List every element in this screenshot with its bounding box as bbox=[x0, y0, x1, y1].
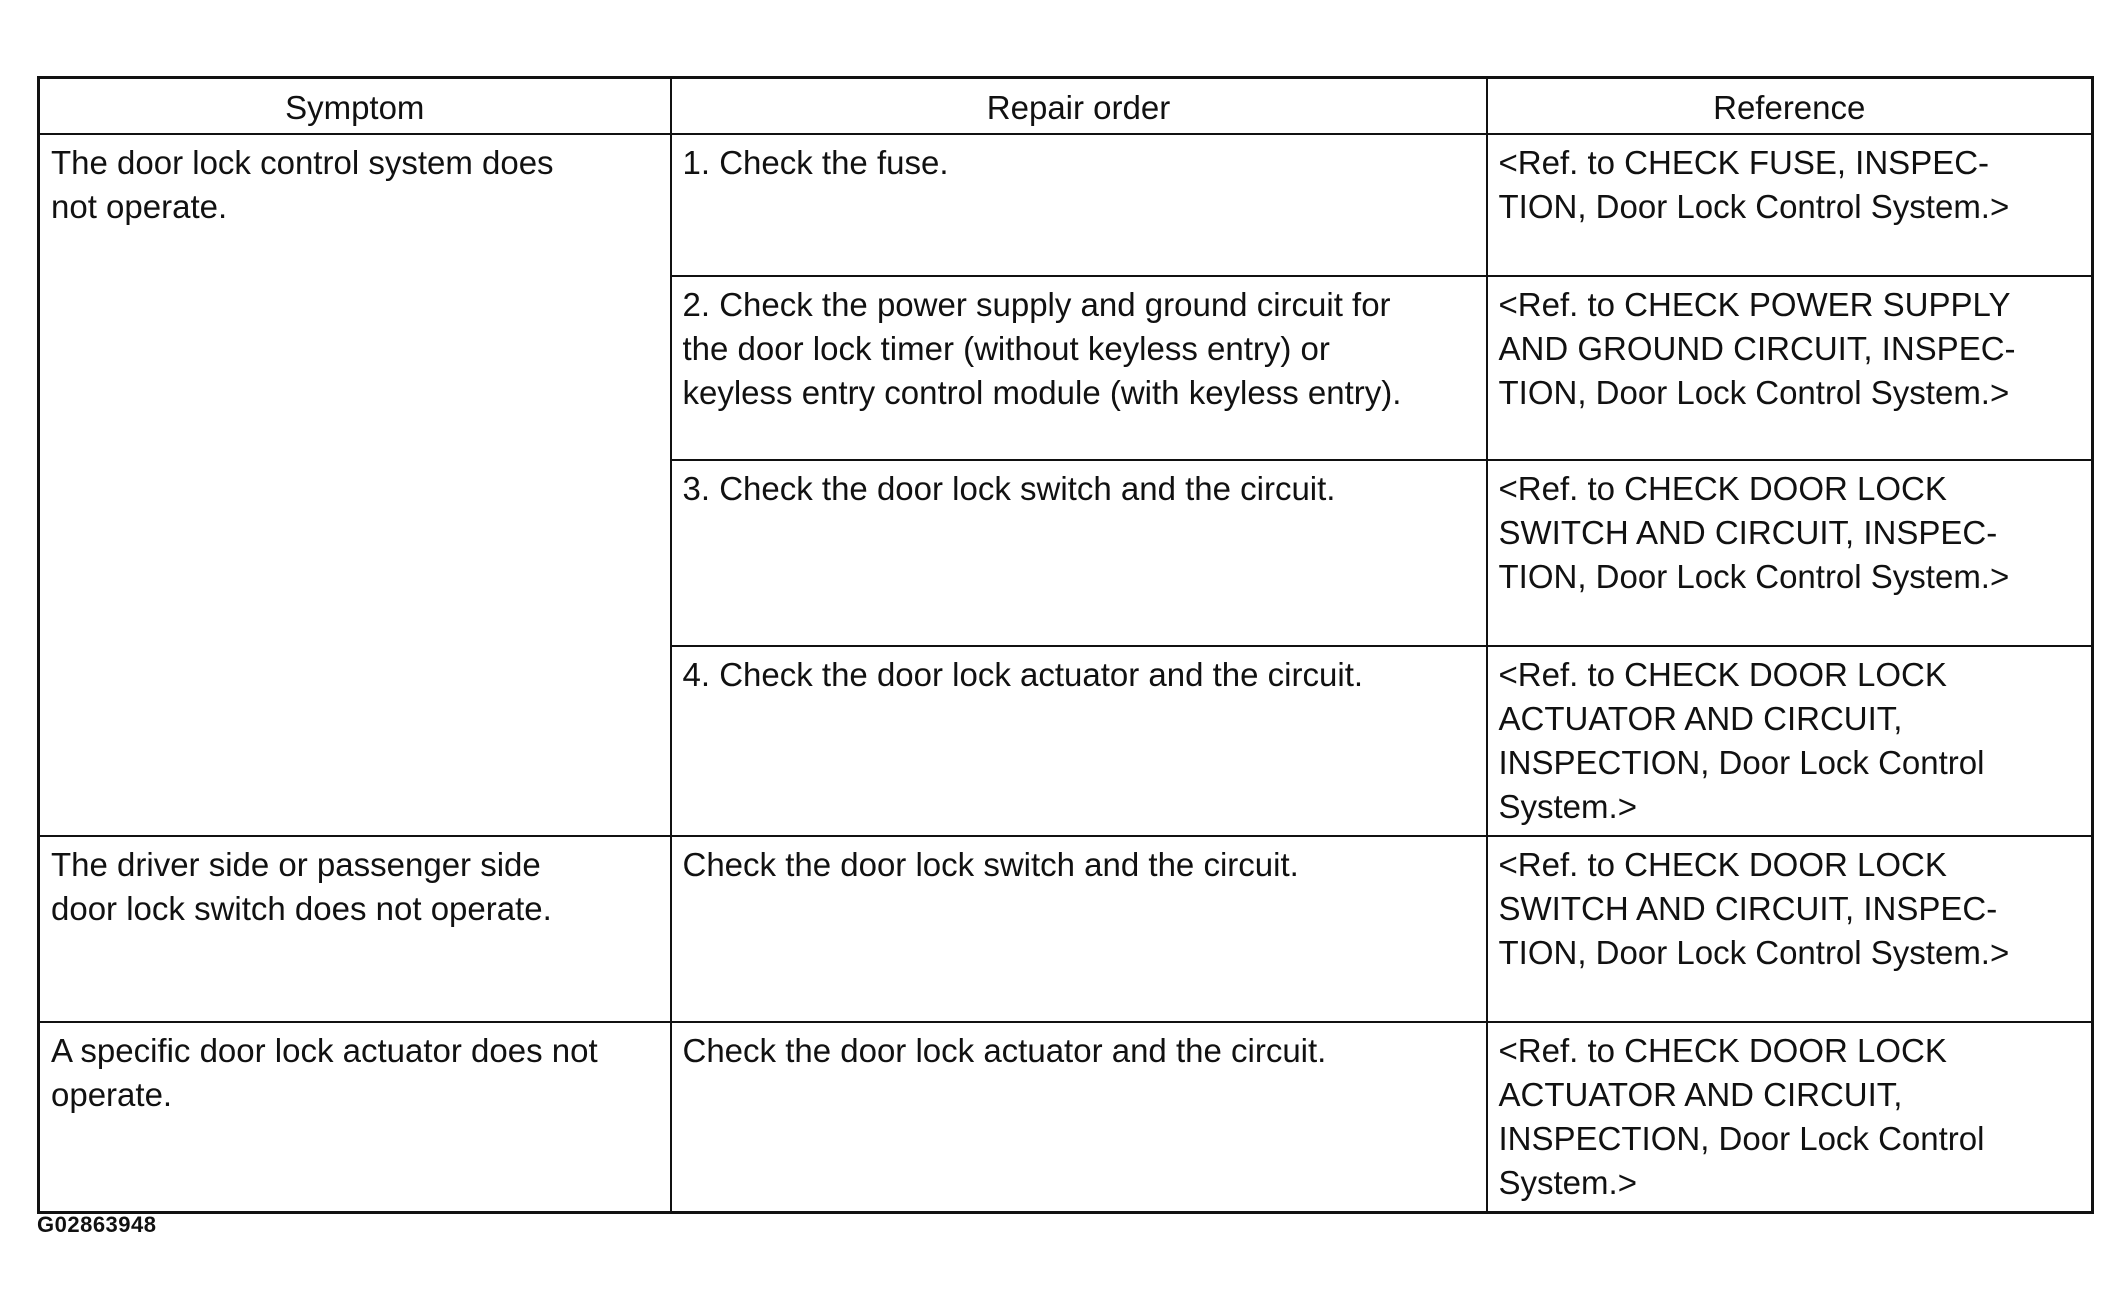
repair-order-cell: 1. Check the fuse. bbox=[671, 134, 1487, 276]
reference-cell: <Ref. to CHECK DOOR LOCK SWITCH AND CIRCUIT, INSPEC- TION, Door Lock Control System.> bbox=[1487, 460, 2093, 646]
symptom-cell: The driver side or passenger side door lock switch does not operate. bbox=[39, 836, 671, 1022]
repair-order-cell: 4. Check the door lock actuator and the circuit. bbox=[671, 646, 1487, 836]
troubleshooting-table bbox=[37, 76, 2094, 1214]
header-repair-order: Repair order bbox=[671, 78, 1487, 135]
table-row bbox=[39, 1022, 2093, 1213]
troubleshooting-table-container bbox=[37, 76, 2091, 1214]
header-reference: Reference bbox=[1487, 78, 2093, 135]
repair-order-cell: 3. Check the door lock switch and the circuit. bbox=[671, 460, 1487, 646]
symptom-cell: The door lock control system does not operate. bbox=[39, 134, 671, 836]
repair-order-cell: Check the door lock switch and the circuit. bbox=[671, 836, 1487, 1022]
figure-id-label: G02863948 bbox=[37, 1212, 157, 1237]
repair-order-cell: Check the door lock actuator and the circuit. bbox=[671, 1022, 1487, 1213]
reference-cell: <Ref. to CHECK DOOR LOCK ACTUATOR AND CIRCUIT, INSPECTION, Door Lock Control System.> bbox=[1487, 646, 2093, 836]
reference-cell: <Ref. to CHECK FUSE, INSPEC- TION, Door Lock Control System.> bbox=[1487, 134, 2093, 276]
table-row bbox=[39, 836, 2093, 1022]
reference-cell: <Ref. to CHECK POWER SUPPLY AND GROUND CIRCUIT, INSPEC- TION, Door Lock Control System.> bbox=[1487, 276, 2093, 460]
repair-order-cell: 2. Check the power supply and ground circuit for the door lock timer (without keyless entry) or keyless entry control module (with keyless entry). bbox=[671, 276, 1487, 460]
table-row bbox=[39, 134, 2093, 276]
symptom-cell: A specific door lock actuator does not operate. bbox=[39, 1022, 671, 1213]
reference-cell: <Ref. to CHECK DOOR LOCK SWITCH AND CIRCUIT, INSPEC- TION, Door Lock Control System.> bbox=[1487, 836, 2093, 1022]
table-header-row bbox=[39, 78, 2093, 135]
header-symptom: Symptom bbox=[39, 78, 671, 135]
reference-cell: <Ref. to CHECK DOOR LOCK ACTUATOR AND CIRCUIT, INSPECTION, Door Lock Control System.> bbox=[1487, 1022, 2093, 1213]
